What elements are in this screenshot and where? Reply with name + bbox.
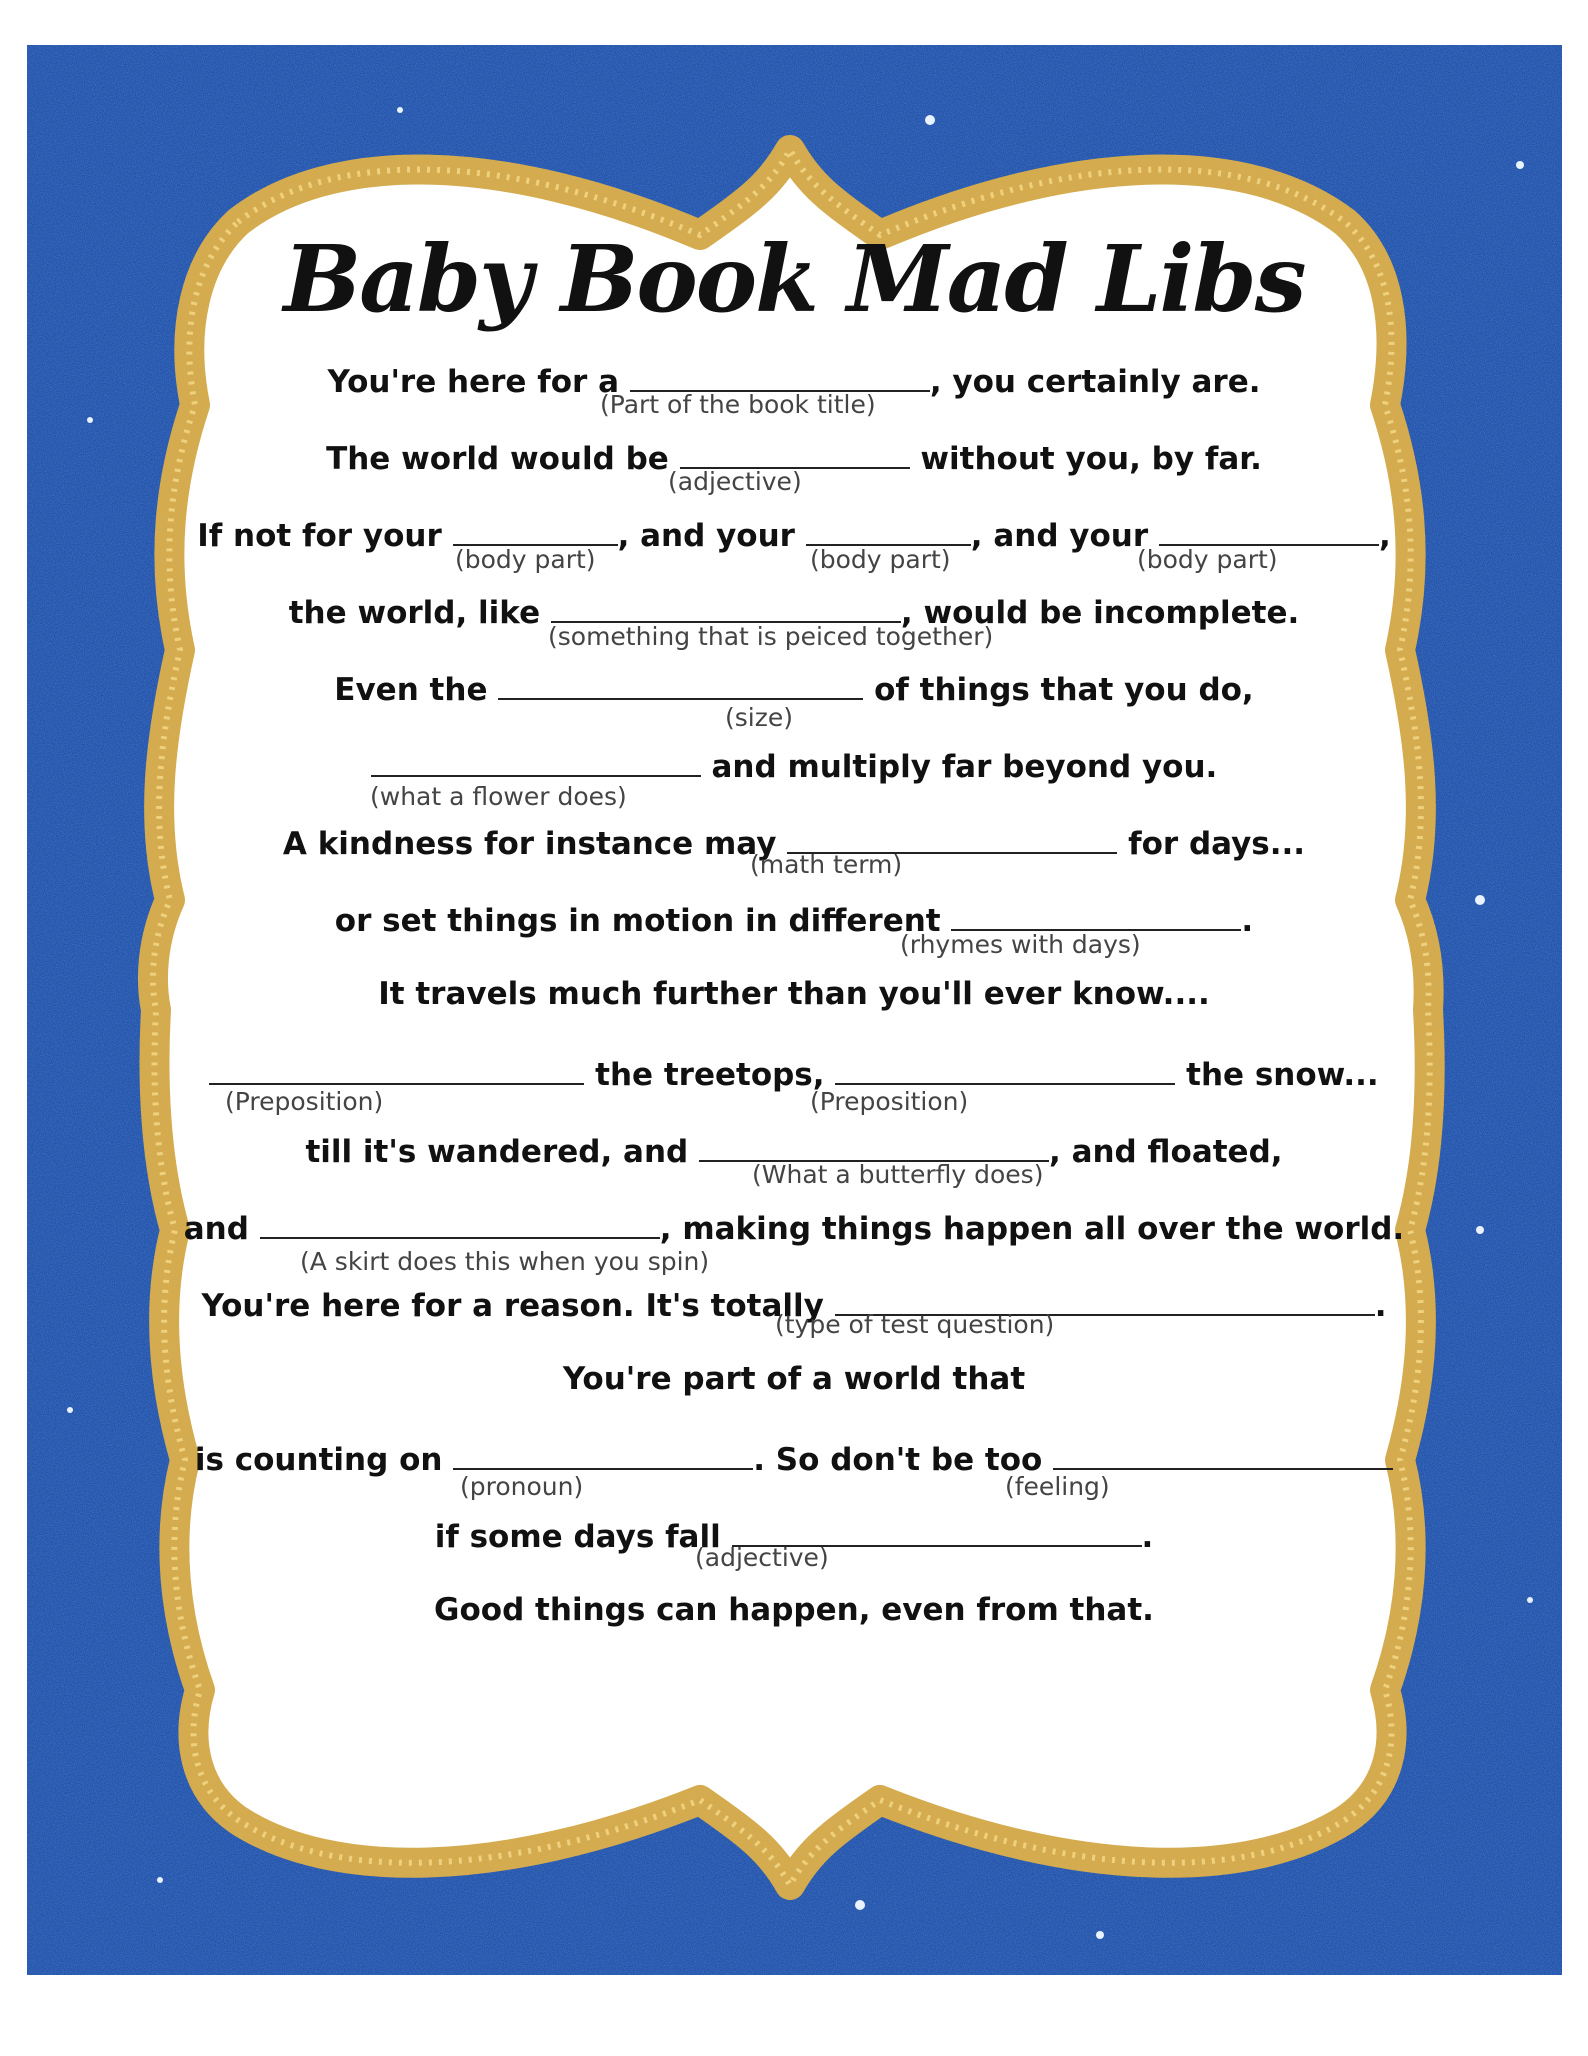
madlib-line-14: You're part of a world that: [562, 1361, 1026, 1397]
blank-hint: (pronoun): [460, 1472, 584, 1501]
blank-hint: (body part): [810, 545, 951, 574]
line-text: ,: [1378, 518, 1391, 554]
line-text: , would be incomplete.: [900, 595, 1300, 631]
blank-hint: (what a flower does): [370, 782, 627, 811]
line-text: , and floated,: [1049, 1134, 1283, 1170]
line-text: and multiply far beyond you.: [711, 749, 1218, 785]
fill-in-blank[interactable]: [498, 668, 863, 700]
blank-hint: (A skirt does this when you spin): [300, 1247, 710, 1276]
fill-in-blank[interactable]: [951, 899, 1241, 931]
fill-in-blank[interactable]: [835, 1053, 1175, 1085]
blank-hint: (type of test question): [775, 1310, 1055, 1339]
fill-in-blank[interactable]: [806, 514, 971, 546]
blank-hint: (rhymes with days): [900, 930, 1141, 959]
line-text: Even the: [334, 672, 488, 708]
line-text: the world, like: [288, 595, 541, 631]
madlib-line-5: [0, 668, 1588, 708]
madlib-line-6: [0, 745, 1588, 785]
madlib-line-9: It travels much further than you'll ever know....: [378, 976, 1210, 1012]
fill-in-blank[interactable]: [551, 591, 901, 623]
fill-in-blank[interactable]: [453, 514, 618, 546]
line-text: You're here for a: [327, 364, 620, 400]
line-text: , making things happen all over the world.: [659, 1211, 1405, 1247]
blank-hint: (feeling): [1005, 1472, 1110, 1501]
fill-in-blank[interactable]: [1053, 1438, 1393, 1470]
blank-hint: (adjective): [668, 467, 802, 496]
line-text: .: [1374, 1288, 1387, 1324]
fill-in-blank[interactable]: [680, 437, 910, 469]
line-text: , and your: [970, 518, 1149, 554]
line-text: the snow...: [1186, 1057, 1379, 1093]
blank-hint: (body part): [455, 545, 596, 574]
line-text: You're here for a reason. It's totally: [201, 1288, 824, 1324]
fill-in-blank[interactable]: [209, 1053, 584, 1085]
line-text: If not for your: [197, 518, 442, 554]
line-text: if some days fall: [434, 1519, 721, 1555]
fill-in-blank[interactable]: [1159, 514, 1379, 546]
line-text: A kindness for instance may: [282, 826, 777, 862]
blank-hint: (Preposition): [225, 1087, 384, 1116]
line-text: or set things in motion in different: [334, 903, 941, 939]
page-title: Baby Book Mad Libs: [283, 225, 1305, 333]
line-text: The world would be: [326, 441, 669, 477]
line-text: of things that you do,: [874, 672, 1254, 708]
blank-hint: (Part of the book title): [600, 390, 876, 419]
madlib-line-3: [0, 514, 1588, 554]
blank-hint: (adjective): [695, 1543, 829, 1572]
line-text: and: [183, 1211, 249, 1247]
fill-in-blank[interactable]: [453, 1438, 753, 1470]
line-text: without you, by far.: [920, 441, 1262, 477]
blank-hint: (something that is peiced together): [548, 622, 994, 651]
madlib-line-15: [0, 1438, 1588, 1478]
line-text: for days...: [1128, 826, 1306, 862]
blank-hint: (size): [725, 703, 793, 732]
madlib-line-17: Good things can happen, even from that.: [434, 1592, 1154, 1628]
line-text: , you certainly are.: [929, 364, 1261, 400]
line-text: is counting on: [194, 1442, 443, 1478]
blank-hint: (math term): [750, 850, 903, 879]
line-text: the treetops,: [595, 1057, 825, 1093]
madlib-line-8: [0, 899, 1588, 939]
blank-hint: (body part): [1137, 545, 1278, 574]
line-text: till it's wandered, and: [305, 1134, 689, 1170]
line-text: .: [1141, 1519, 1154, 1555]
blank-hint: (What a butterfly does): [752, 1160, 1044, 1189]
fill-in-blank[interactable]: [260, 1207, 660, 1239]
blank-hint: (Preposition): [810, 1087, 969, 1116]
fill-in-blank[interactable]: [699, 1130, 1049, 1162]
fill-in-blank[interactable]: [630, 360, 930, 392]
madlib-line-12: [0, 1207, 1588, 1247]
line-text: , and your: [617, 518, 795, 554]
line-text: . So don't be too: [753, 1442, 1043, 1478]
fill-in-blank[interactable]: [371, 745, 701, 777]
line-text: .: [1241, 903, 1254, 939]
